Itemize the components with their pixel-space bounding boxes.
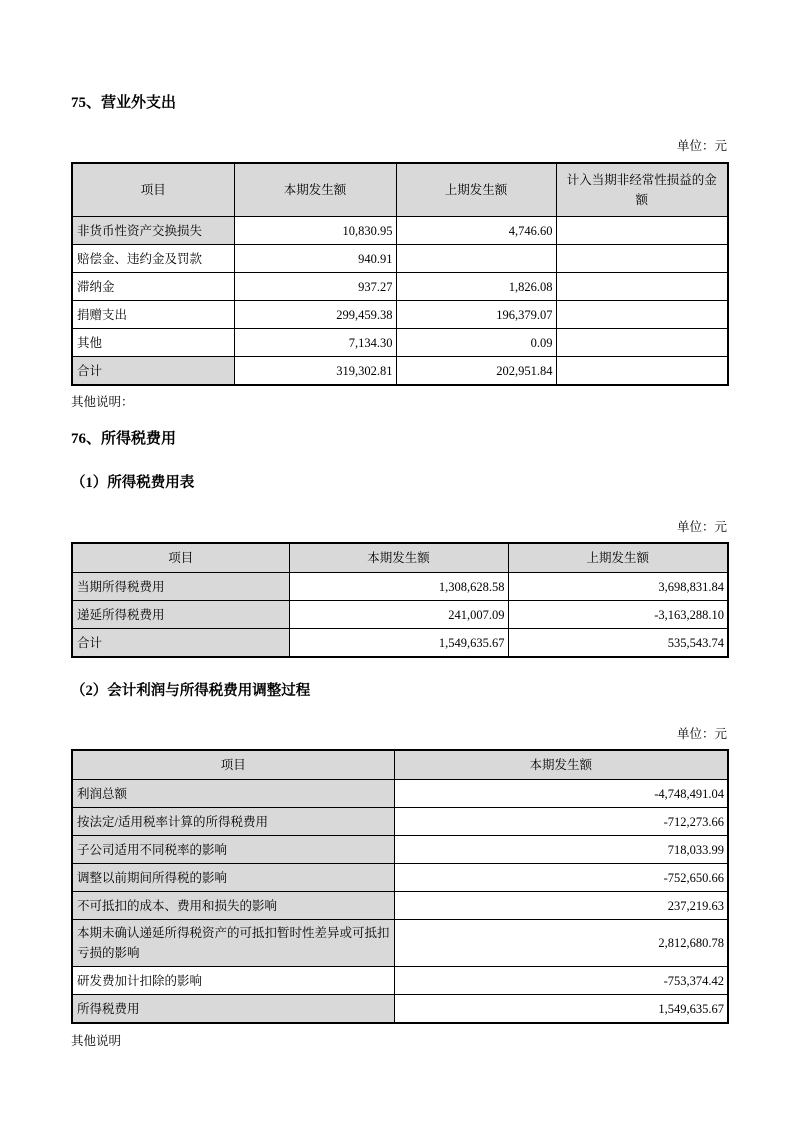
non-operating-expenses-table (71, 162, 729, 386)
cell-item: 利润总额 (72, 780, 394, 808)
cell-item: 调整以前期间所得税的影响 (72, 864, 394, 892)
cell-prior-amount: 4,746.60 (396, 217, 556, 245)
cell-item: 按法定/适用税率计算的所得税费用 (72, 808, 394, 836)
cell-item: 不可抵扣的成本、费用和损失的影响 (72, 892, 394, 920)
other-notes-label: 其他说明 (71, 1034, 122, 1048)
cell-prior-amount: 202,951.84 (396, 357, 556, 386)
table-row (72, 780, 728, 808)
cell-item: 合计 (72, 357, 234, 386)
cell-prior-amount: 535,543.74 (508, 629, 728, 658)
subsection-1-heading: （1）所得税费用表 (71, 475, 195, 491)
column-header-prior-period: 上期发生额 (508, 543, 728, 573)
unit-label: 单位：元 (676, 139, 727, 153)
cell-item: 递延所得税费用 (72, 601, 289, 629)
table-header-row (72, 543, 728, 573)
table-row (72, 892, 728, 920)
column-header-item: 项目 (72, 750, 394, 780)
cell-current-amount: 299,459.38 (234, 301, 396, 329)
column-header-current-period: 本期发生额 (394, 750, 728, 780)
cell-item: 滞纳金 (72, 273, 234, 301)
unit-label: 单位：元 (676, 727, 727, 741)
cell-prior-amount: 0.09 (396, 329, 556, 357)
cell-current-amount: 237,219.63 (394, 892, 728, 920)
cell-current-amount: 241,007.09 (289, 601, 508, 629)
table-row (72, 217, 728, 245)
cell-current-amount: 718,033.99 (394, 836, 728, 864)
table-row-total (72, 357, 728, 386)
table-row (72, 329, 728, 357)
cell-item: 合计 (72, 629, 289, 658)
cell-prior-amount (396, 245, 556, 273)
table-row (72, 245, 728, 273)
column-header-item: 项目 (72, 163, 234, 217)
table-header-row (72, 163, 728, 217)
income-tax-expense-table (71, 542, 729, 658)
cell-non-recurring-amount (556, 217, 728, 245)
cell-prior-amount: -3,163,288.10 (508, 601, 728, 629)
column-header-item: 项目 (72, 543, 289, 573)
tax-reconciliation-table (71, 749, 729, 1024)
table-row (72, 601, 728, 629)
cell-item: 所得税费用 (72, 995, 394, 1024)
cell-prior-amount: 196,379.07 (396, 301, 556, 329)
column-header-current-period: 本期发生额 (234, 163, 396, 217)
cell-current-amount: 10,830.95 (234, 217, 396, 245)
cell-non-recurring-amount (556, 329, 728, 357)
table-row (72, 836, 728, 864)
column-header-non-recurring: 计入当期非经常性损益的金额 (556, 163, 728, 217)
cell-current-amount: 1,549,635.67 (394, 995, 728, 1024)
cell-item: 赔偿金、违约金及罚款 (72, 245, 234, 273)
cell-prior-amount: 3,698,831.84 (508, 573, 728, 601)
cell-current-amount: 940.91 (234, 245, 396, 273)
other-notes-label: 其他说明： (71, 395, 134, 409)
section-75-heading: 75、营业外支出 (71, 95, 177, 111)
table-row (72, 301, 728, 329)
cell-item: 捐赠支出 (72, 301, 234, 329)
table-row-total (72, 629, 728, 658)
cell-item: 研发费加计扣除的影响 (72, 967, 394, 995)
cell-current-amount: 1,549,635.67 (289, 629, 508, 658)
cell-item: 本期未确认递延所得税资产的可抵扣暂时性差异或可抵扣亏损的影响 (72, 920, 394, 967)
cell-item: 非货币性资产交换损失 (72, 217, 234, 245)
cell-current-amount: 7,134.30 (234, 329, 396, 357)
table-row (72, 920, 728, 967)
table-row (72, 273, 728, 301)
cell-prior-amount: 1,826.08 (396, 273, 556, 301)
table-row-total (72, 995, 728, 1024)
cell-current-amount: -4,748,491.04 (394, 780, 728, 808)
cell-non-recurring-amount (556, 357, 728, 386)
unit-label: 单位：元 (676, 520, 727, 534)
cell-current-amount: -752,650.66 (394, 864, 728, 892)
cell-non-recurring-amount (556, 301, 728, 329)
subsection-2-heading: （2）会计利润与所得税费用调整过程 (71, 683, 311, 699)
cell-item: 子公司适用不同税率的影响 (72, 836, 394, 864)
cell-current-amount: 2,812,680.78 (394, 920, 728, 967)
table-row (72, 864, 728, 892)
table-header-row (72, 750, 728, 780)
section-76-heading: 76、所得税费用 (71, 431, 177, 447)
cell-current-amount: 1,308,628.58 (289, 573, 508, 601)
cell-non-recurring-amount (556, 273, 728, 301)
cell-item: 其他 (72, 329, 234, 357)
table-row (72, 808, 728, 836)
column-header-current-period: 本期发生额 (289, 543, 508, 573)
cell-current-amount: 937.27 (234, 273, 396, 301)
table-row (72, 967, 728, 995)
table-row (72, 573, 728, 601)
column-header-prior-period: 上期发生额 (396, 163, 556, 217)
cell-current-amount: 319,302.81 (234, 357, 396, 386)
cell-current-amount: -712,273.66 (394, 808, 728, 836)
cell-non-recurring-amount (556, 245, 728, 273)
cell-item: 当期所得税费用 (72, 573, 289, 601)
cell-current-amount: -753,374.42 (394, 967, 728, 995)
